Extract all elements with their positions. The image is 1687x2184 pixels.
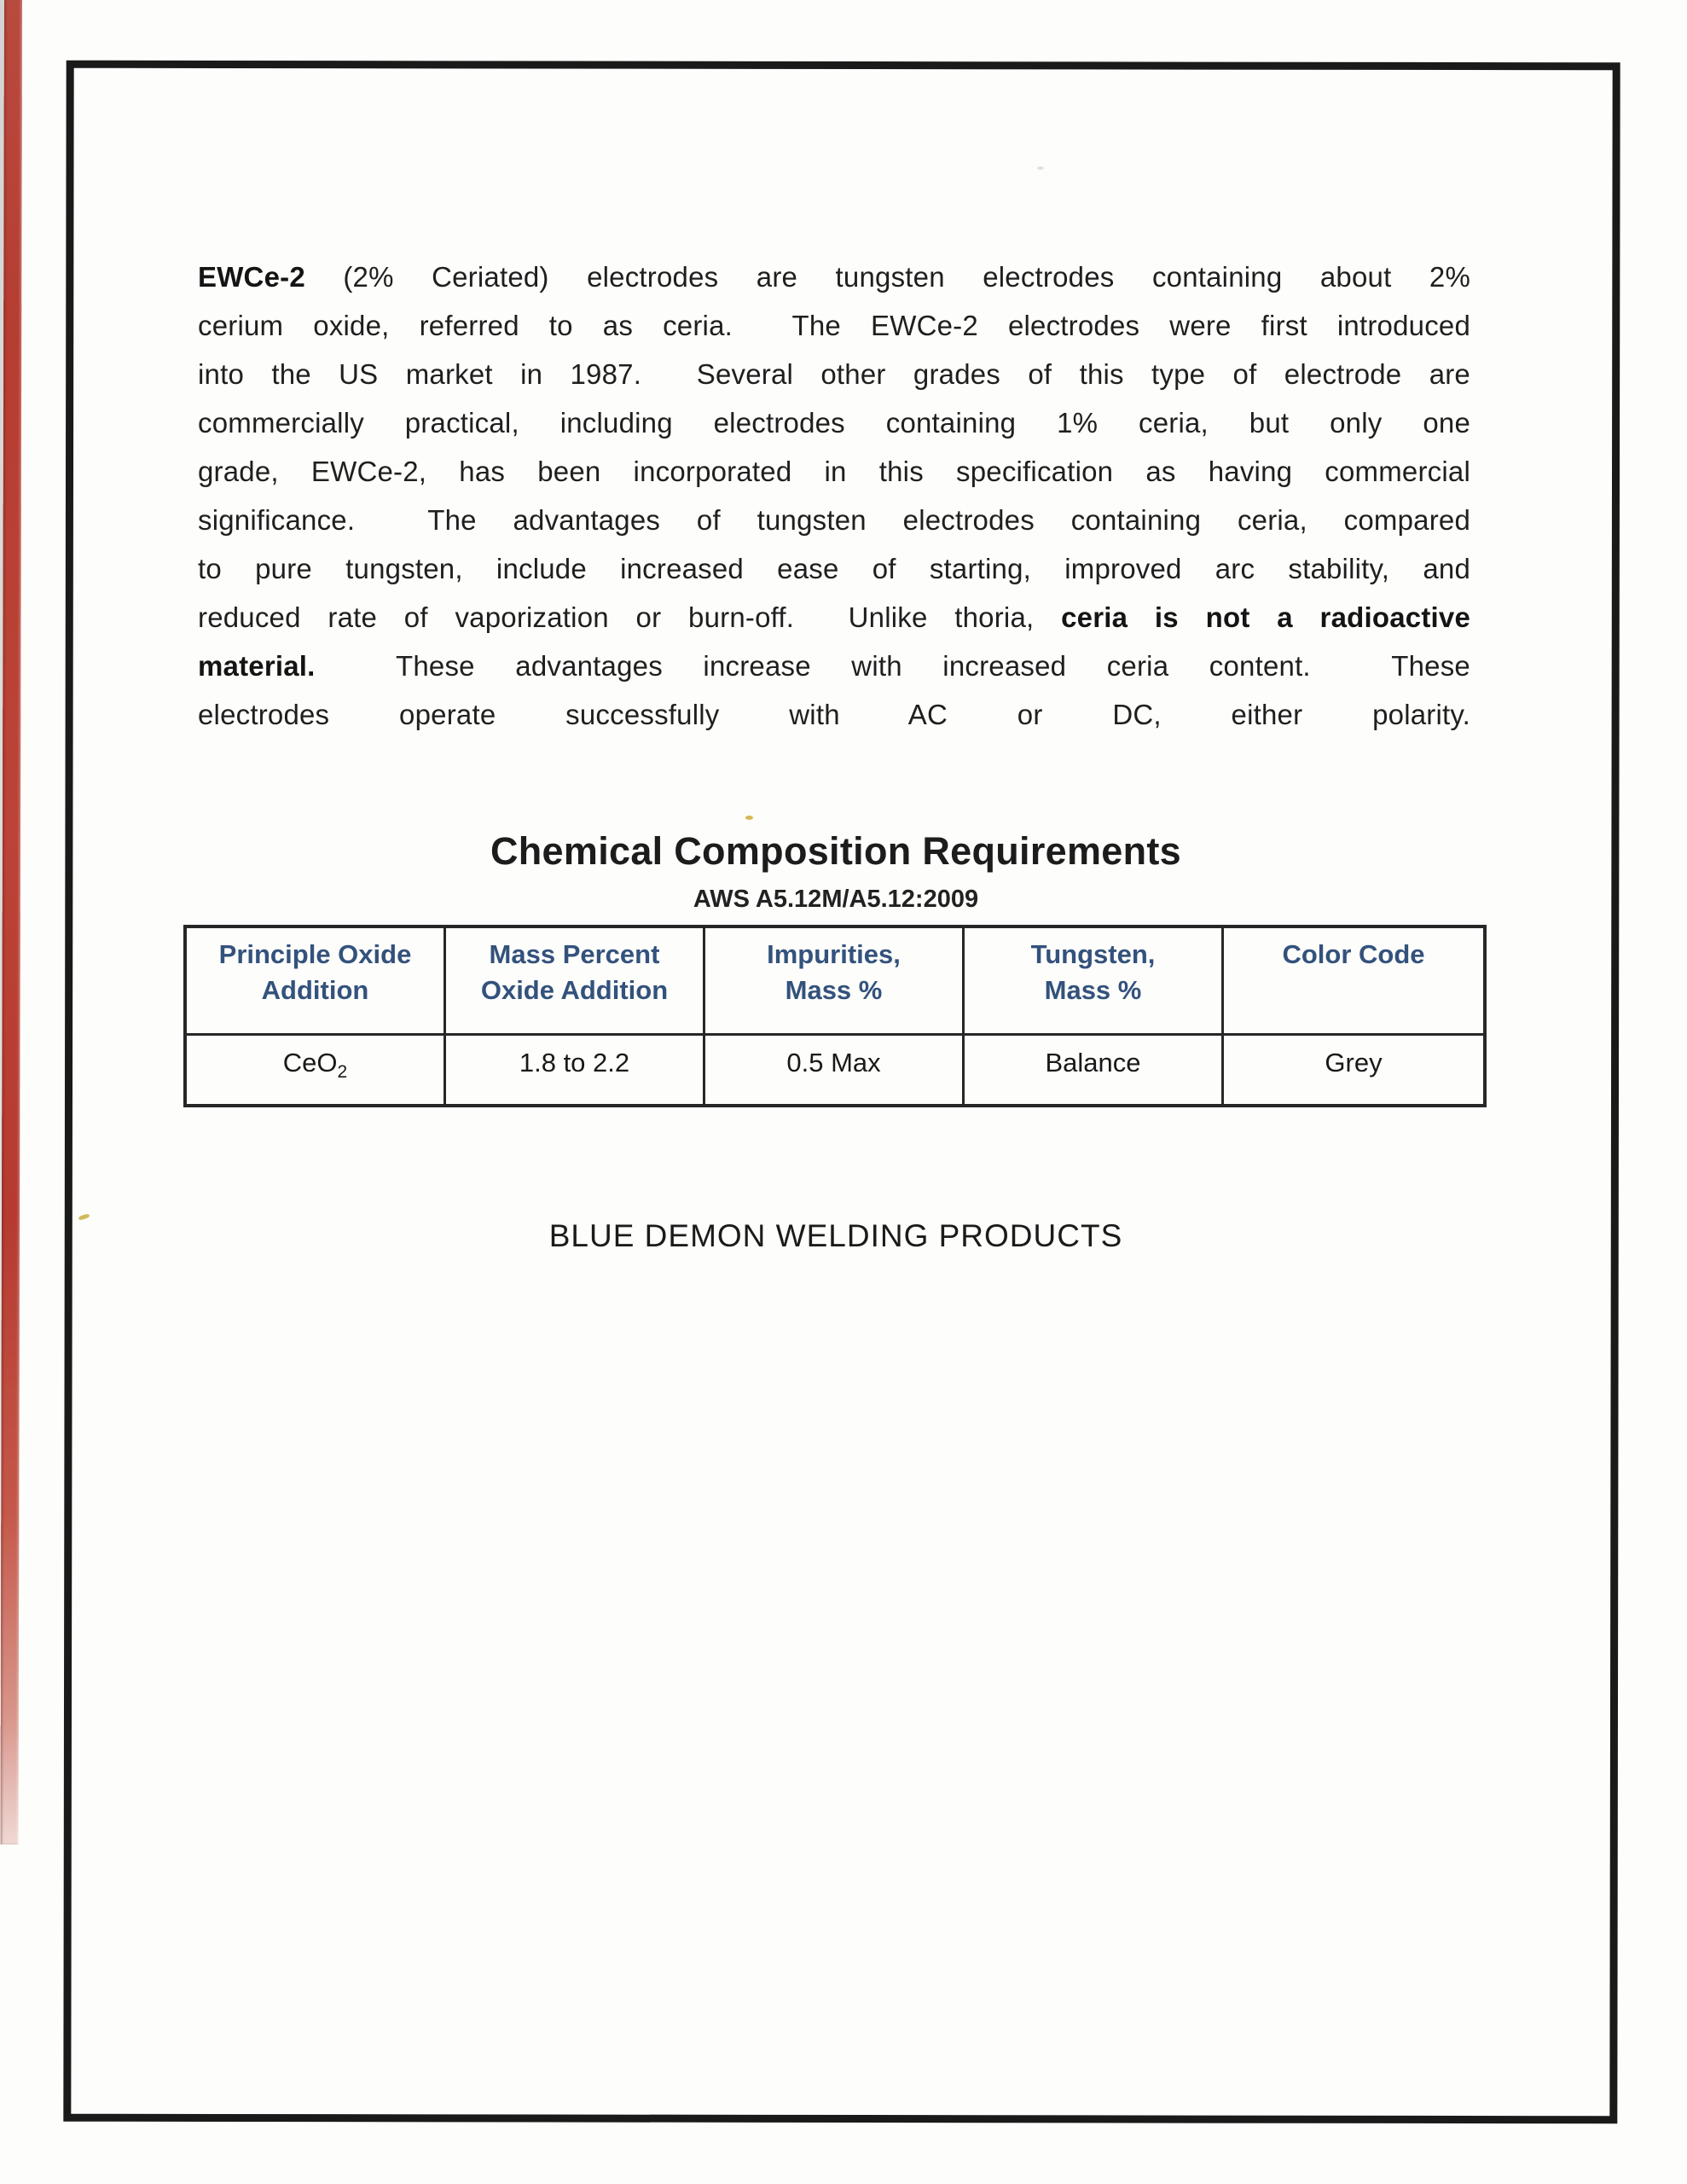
paragraph-line: to pure tungsten, include increased ease of starting, improved arc stability, and — [198, 553, 1470, 584]
table-cell-tungsten: Balance — [965, 1036, 1224, 1104]
section-subtitle: AWS A5.12M/A5.12:2009 — [693, 886, 979, 913]
paragraph-line: into the US market in 1987. Several other grades of this type of electrode are — [198, 358, 1470, 390]
bold-term: EWCe-2 — [198, 261, 305, 293]
paragraph-line: significance. The advantages of tungsten electrodes containing ceria, compared — [198, 504, 1470, 536]
table-header-impurities: Impurities, Mass % — [705, 928, 965, 1036]
paragraph-line: reduced rate of vaporization or burn-off. Unlike thoria, ceria is not a radioactive — [198, 601, 1470, 633]
paragraph-line: EWCe-2 (2% Ceriated) electrodes are tungsten electrodes containing about 2% — [198, 261, 1470, 293]
composition-table — [183, 925, 1487, 1107]
table-cell-impurities: 0.5 Max — [705, 1036, 965, 1104]
page-content — [183, 0, 1488, 2184]
paragraph-line: cerium oxide, referred to as ceria. The EWCe-2 electrodes were first introduced — [198, 310, 1470, 341]
bold-phrase: material. — [198, 650, 316, 682]
table-header-color-code: Color Code — [1224, 928, 1483, 1036]
paragraph-line: commercially practical, including electrodes containing 1% ceria, but only one — [198, 407, 1470, 439]
paragraph-line: material. These advantages increase with increased ceria content. These — [198, 650, 1470, 682]
table-cell-oxide: CeO$_2$ — [187, 1036, 446, 1104]
intro-paragraph — [198, 253, 1470, 739]
paragraph-line: grade, EWCe-2, has been incorporated in this specification as having commercial — [198, 456, 1470, 487]
brand-line: BLUE DEMON WELDING PRODUCTS — [548, 1218, 1123, 1253]
table-header-tungsten: Tungsten, Mass % — [965, 928, 1224, 1036]
table-header-mass-percent: Mass Percent Oxide Addition — [446, 928, 705, 1036]
section-title: Chemical Composition Requirements — [490, 829, 1182, 873]
table-header-principle-oxide: Principle Oxide Addition — [187, 928, 446, 1036]
paragraph-line: electrodes operate successfully with AC or DC, either polarity. — [198, 699, 1470, 730]
bold-phrase: ceria is not a radioactive — [1061, 601, 1470, 633]
table-cell-color-code: Grey — [1325, 1048, 1383, 1077]
table-cell-mass-percent: 1.8 to 2.2 — [446, 1036, 705, 1104]
scan-edge-red-strip — [0, 0, 22, 1844]
